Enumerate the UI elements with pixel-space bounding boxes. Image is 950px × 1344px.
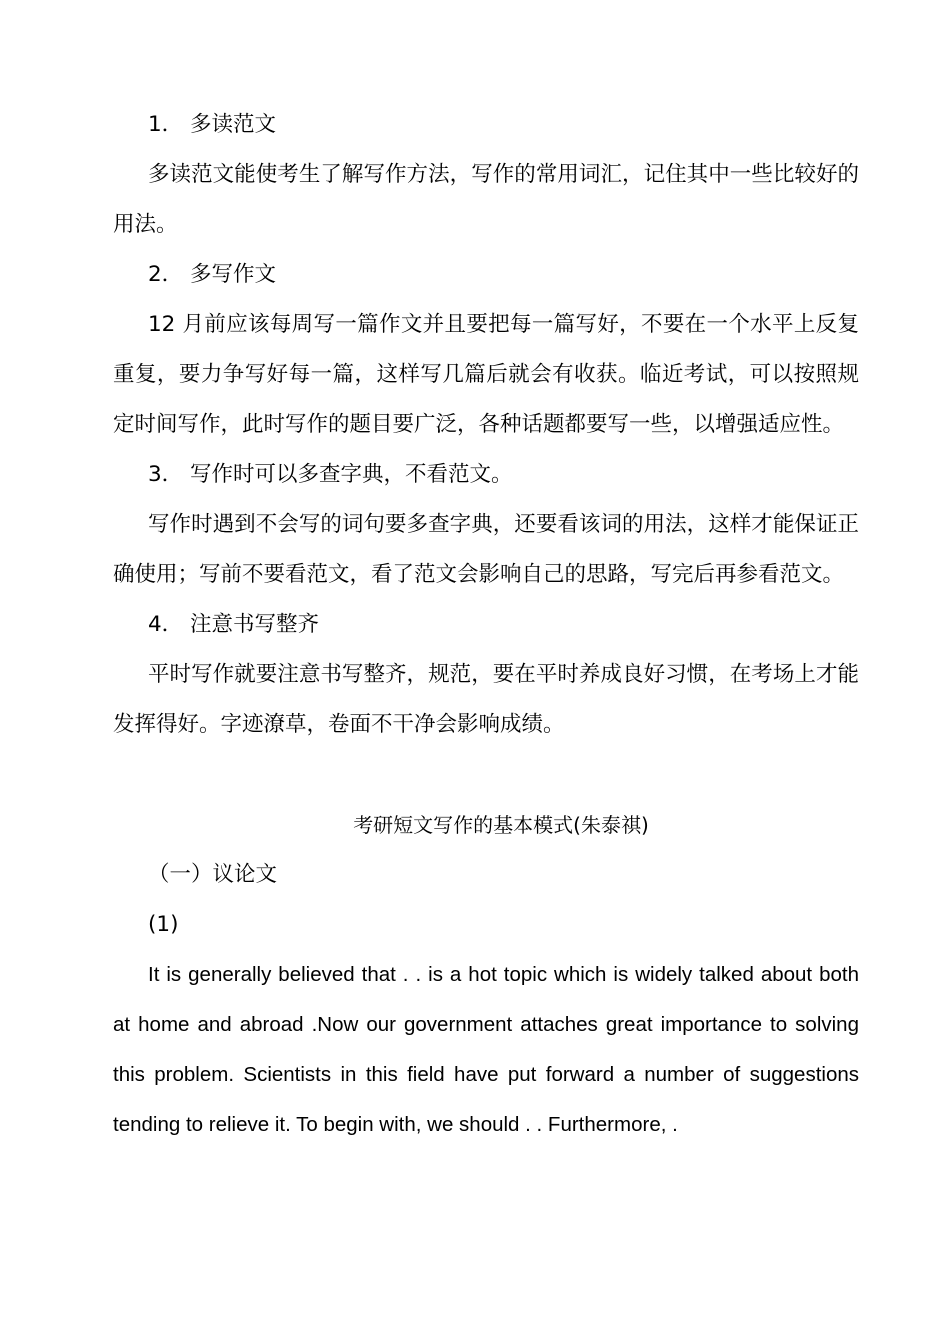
english-paragraph: It is generally believed that . . is a hot topic which is widely talked about both at home and abroad .Now our government attaches great importance to solving this problem. Scientists in this field have put forward a number of suggestions tending to relieve it. To begin with, we should . . Furthermore, . [113, 963, 859, 1136]
section-heading-1: 1． 多读范文 [148, 112, 277, 137]
section-body-2: 12 月前应该每周写一篇作文并且要把每一篇写好，不要在一个水平上反复重复，要力争写好每一篇，这样写几篇后就会有收获。临近考试，可以按照规定时间写作，此时写作的题目要广泛，各种话题都要写一些，以增强适应性。 [113, 312, 859, 437]
section-heading-4: 4． 注意书写整齐 [148, 612, 320, 637]
section-heading-2: 2． 多写作文 [148, 262, 277, 287]
section-title: 考研短文写作的基本模式(朱泰祺) [353, 813, 649, 837]
document-page [113, 100, 859, 1150]
section-body-3: 写作时遇到不会写的词句要多查字典，还要看该词的用法，这样才能保证正确使用；写前不要看范文，看了范文会影响自己的思路，写完后再参看范文。 [113, 512, 859, 587]
section-heading-3: 3． 写作时可以多查字典，不看范文。 [148, 462, 513, 487]
blank-line [113, 750, 859, 800]
section-body-4: 平时写作就要注意书写整齐，规范，要在平时养成良好习惯，在考场上才能发挥得好。字迹潦草，卷面不干净会影响成绩。 [113, 662, 859, 737]
category-heading: （一）议论文 [148, 862, 278, 887]
section-body-1: 多读范文能使考生了解写作方法，写作的常用词汇，记住其中一些比较好的用法。 [113, 162, 859, 237]
item-number: (1) [148, 912, 179, 937]
